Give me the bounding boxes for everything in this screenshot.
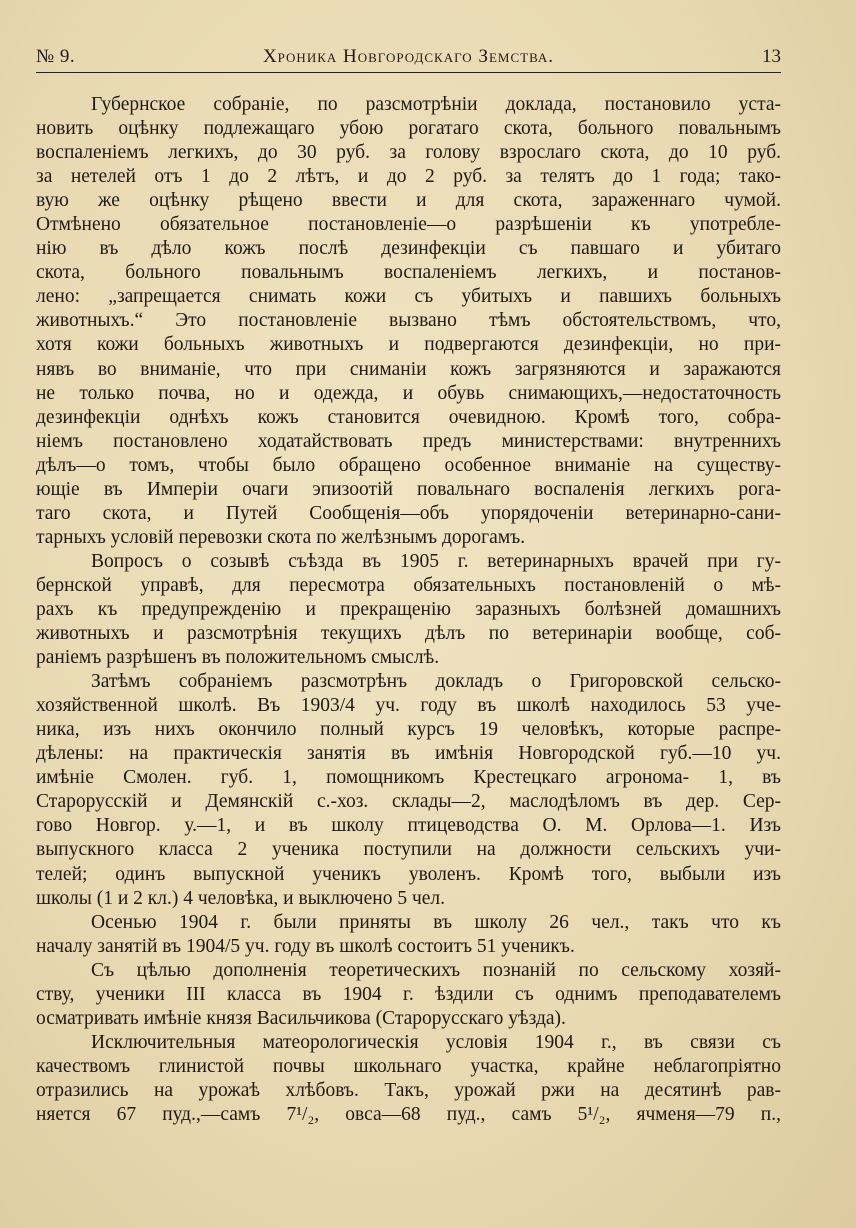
header-rule — [36, 72, 781, 73]
text-line: нію въ дѣло кожъ послѣ дезинфекціи съ павшаго и убитаго — [36, 238, 781, 260]
text-line: ющіе въ Имперіи очаги эпизоотій повальнаго воспаленія легкихъ рога- — [36, 478, 781, 500]
text-line: ніемъ постановлено ходатайствовать предъ министерствами: внутреннихъ — [36, 430, 781, 452]
text-line: дезинфекціи однѣхъ кожъ становится очевидною. Кромѣ того, собра- — [36, 406, 781, 428]
text-line: лено: „запрещается снимать кожи съ убитыхъ и павшихъ больныхъ — [36, 286, 781, 308]
text-line: осматривать имѣніе князя Васильчикова (Старорусскаго уѣзда). — [36, 1007, 566, 1029]
text-line: Исключительныя матеорологическія условія 1904 г., въ связи съ — [91, 1031, 781, 1053]
text-line: вую же оцѣнку рѣщено ввести и для скота, зараженнаго чумой. — [36, 190, 781, 212]
text-line: животныхъ.“ Это постановленіе вызвано тѣмъ обстоятельствомъ, что, — [36, 310, 781, 332]
text-line: Старорусскій и Демянскій с.-хоз. склады—2, маслодѣломъ въ дер. Сер- — [36, 791, 781, 813]
text-line: дѣлъ—о томъ, чтобы было обращено особенное вниманіе на существу- — [36, 454, 781, 476]
text-line: новить оцѣнку подлежащаго убою рогатаго скота, больного повальнымъ — [36, 118, 781, 140]
text-line: за нетелей отъ 1 до 2 лѣтъ, и до 2 руб. за телятъ до 1 года; тако- — [36, 166, 781, 188]
text-line: рахъ къ предупрежденію и прекращенію заразныхъ болѣзней домашнихъ — [36, 598, 781, 620]
text-line: не только почва, но и одежда, и обувь снимающихъ,—недостаточность — [36, 382, 781, 404]
text-line: Отмѣнено обязательное постановленіе—о разрѣшеніи къ употребле- — [36, 214, 781, 236]
text-line: воспаленіемъ легкихъ, до 30 руб. за голову взрослаго скота, до 10 руб. — [36, 142, 781, 164]
text-line: Губернское собраніе, по разсмотрѣніи доклада, постановило уста- — [91, 94, 781, 115]
text-line: телей; одинъ выпускной ученикъ уволенъ. Кромѣ того, выбыли изъ — [36, 863, 781, 885]
journal-title: Хроника Новгородскаго Земства. — [262, 46, 555, 67]
running-header — [36, 46, 781, 74]
text-line: Съ цѣлью дополненія теоретическихъ познаній по сельскому хозяй- — [91, 959, 781, 981]
text-line: нявъ во вниманіе, что при сниманіи кожъ загрязняются и заражаются — [36, 358, 781, 380]
text-line: няется 67 пуд.,—самъ 7¹/₂, овса—68 пуд., самъ 5¹/₂, ячменя—79 п., — [36, 1103, 781, 1125]
text-line: скота, больного повальнымъ воспаленіемъ легкихъ, и постанов- — [36, 262, 781, 284]
text-line: имѣніе Смолен. губ. 1, помощникомъ Крестецкаго агронома- 1, въ — [36, 767, 781, 789]
text-line: тарныхъ условій перевозки скота по желѣзнымъ дорогамъ. — [36, 526, 526, 548]
text-line: хотя кожи больныхъ животныхъ и подвергаются дезинфекціи, но при- — [36, 334, 781, 356]
text-line: хозяйственной школѣ. Въ 1903/4 уч. году въ школѣ находилось 53 уче- — [36, 695, 781, 717]
text-line: Вопросъ о созывѣ съѣзда въ 1905 г. ветеринарныхъ врачей при гу- — [91, 550, 781, 572]
text-line: ству, ученики III класса въ 1904 г. ѣздили съ однимъ преподавателемъ — [36, 983, 781, 1005]
text-line: качествомъ глинистой почвы школьнаго участка, крайне неблагопріятно — [36, 1055, 781, 1077]
text-line: ника, изъ нихъ окончило полный курсъ 19 человѣкъ, которые распре- — [36, 719, 781, 741]
text-line: Затѣмъ собраніемъ разсмотрѣнъ докладъ о Григоровской сельско- — [91, 671, 781, 693]
text-line: животныхъ и разсмотрѣнія текущихъ дѣлъ по ветеринаріи вообще, соб- — [36, 623, 781, 645]
text-line: Осенью 1904 г. были приняты въ школу 26 чел., такъ что къ — [91, 911, 781, 933]
text-line: школы (1 и 2 кл.) 4 человѣка, и выключено 5 чел. — [36, 887, 446, 909]
article-text — [36, 93, 781, 1127]
text-line: выпускного класса 2 ученика поступили на должности сельскихъ учи- — [36, 839, 781, 861]
text-line: бернской управѣ, для пересмотра обязательныхъ постановленій о мѣ- — [36, 574, 781, 596]
text-line: таго скота, и Путей Сообщенія—объ упорядоченіи ветеринарно-сани- — [36, 502, 781, 524]
text-line: раніемъ разрѣшенъ въ положительномъ смыслѣ. — [36, 647, 440, 669]
text-line: дѣлены: на практическія занятія въ имѣнія Новгородской губ.—10 уч. — [36, 743, 781, 765]
text-line: началу занятій въ 1904/5 уч. году въ школѣ состоитъ 51 ученикъ. — [36, 935, 575, 957]
page-number: 13 — [762, 46, 781, 67]
text-line: отразились на урожаѣ хлѣбовъ. Такъ, урожай ржи на десятинѣ рав- — [36, 1079, 781, 1101]
issue-number: № 9. — [36, 46, 76, 67]
text-line: гово Новгор. у.—1, и въ школу птицеводства О. М. Орлова—1. Изъ — [36, 815, 781, 837]
